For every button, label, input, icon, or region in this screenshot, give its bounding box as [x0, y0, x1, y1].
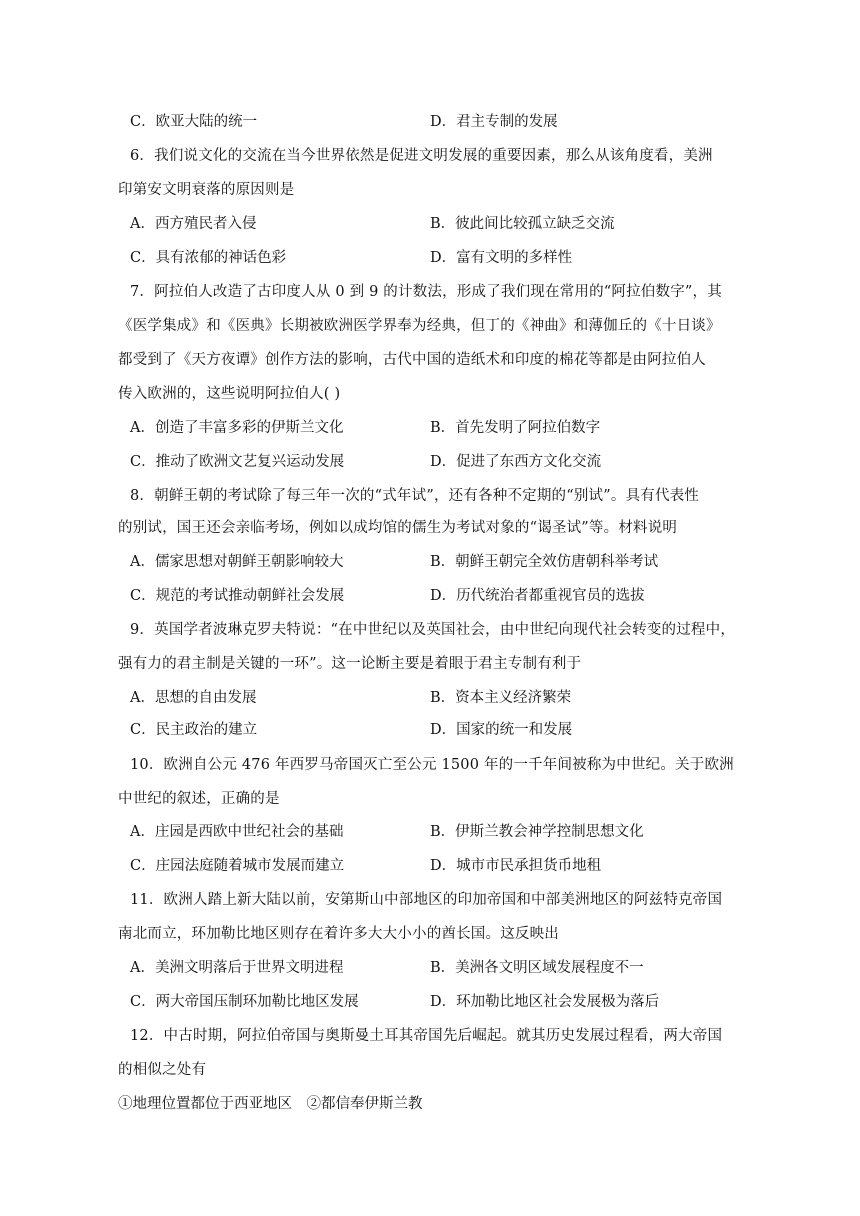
q7-option-d: D．促进了东西方文化交流 [430, 454, 602, 470]
q12-stem-line-1: 12．中古时期，阿拉伯帝国与奥斯曼土耳其帝国先后崛起。就其历史发展过程看，两大帝国 [130, 1028, 723, 1044]
q11-option-a: A．美洲文明落后于世界文明进程 [130, 960, 344, 976]
q10-stem-line-2: 中世纪的叙述，正确的是 [118, 791, 280, 807]
q11-stem-line-1: 11．欧洲人踏上新大陆以前，安第斯山中部地区的印加帝国和中部美洲地区的阿兹特克帝国 [130, 892, 723, 908]
q6-option-d: D．富有文明的多样性 [430, 250, 573, 266]
q7-stem-line-4: 传入欧洲的，这些说明阿拉伯人( ) [118, 386, 341, 402]
q9-option-d: D．国家的统一和发展 [430, 722, 573, 738]
q10-option-b: B．伊斯兰教会神学控制思想文化 [430, 824, 644, 840]
q9-option-c: C．民主政治的建立 [130, 722, 258, 738]
q5-option-d: D．君主专制的发展 [430, 114, 558, 130]
q7-option-a: A．创造了丰富多彩的伊斯兰文化 [130, 420, 344, 436]
q11-stem-line-2: 南北而立，环加勒比地区则存在着许多大大小小的酋长国。这反映出 [118, 926, 559, 942]
q11-option-d: D．环加勒比地区社会发展极为落后 [430, 994, 660, 1010]
q10-option-a: A．庄园是西欧中世纪社会的基础 [130, 824, 344, 840]
q8-stem-line-2: 的别试，国王还会亲临考场，例如以成均馆的儒生为考试对象的“谒圣试”等。材料说明 [118, 520, 678, 536]
q10-option-c: C．庄园法庭随着城市发展而建立 [130, 858, 345, 874]
q8-option-a: A．儒家思想对朝鲜王朝影响较大 [130, 554, 344, 570]
q9-option-a: A．思想的自由发展 [130, 690, 257, 706]
q11-option-b: B．美洲各文明区域发展程度不一 [430, 960, 644, 976]
q6-option-a: A．西方殖民者入侵 [130, 216, 257, 232]
q7-stem-line-2: 《医学集成》和《医典》长期被欧洲医学界奉为经典，但丁的《神曲》和薄伽丘的《十日谈》 [118, 318, 721, 334]
q6-option-c: C．具有浓郁的神话色彩 [130, 250, 287, 266]
q9-option-b: B．资本主义经济繁荣 [430, 690, 572, 706]
q6-option-b: B．彼此间比较孤立缺乏交流 [430, 216, 615, 232]
q12-stem-line-2: 的相似之处有 [118, 1062, 207, 1078]
q10-stem-line-1: 10．欧洲自公元 476 年西罗马帝国灭亡至公元 1500 年的一千年间被称为中世纪。关于欧洲 [130, 757, 734, 773]
q6-stem-line-1: 6．我们说文化的交流在当今世界依然是促进文明发展的重要因素，那么从该角度看，美洲 [130, 148, 713, 164]
q8-option-b: B．朝鲜王朝完全效仿唐朝科举考试 [430, 554, 659, 570]
q7-stem-line-1: 7．阿拉伯人改造了古印度人从 0 到 9 的计数法，形成了我们现在常用的“阿拉伯数字”，其 [130, 284, 722, 300]
q10-option-d: D．城市市民承担货币地租 [430, 858, 602, 874]
q7-option-c: C．推动了欧洲文艺复兴运动发展 [130, 454, 345, 470]
q6-stem-line-2: 印第安文明衰落的原因则是 [118, 182, 295, 198]
q11-option-c: C．两大帝国压制环加勒比地区发展 [130, 994, 359, 1010]
q9-stem-line-2: 强有力的君主制是关键的一环”。这一论断主要是着眼于君主专制有利于 [118, 656, 582, 672]
q7-stem-line-3: 都受到了《天方夜谭》创作方法的影响，古代中国的造纸术和印度的棉花等都是由阿拉伯人 [118, 352, 706, 368]
q7-option-b: B．首先发明了阿拉伯数字 [430, 420, 601, 436]
q9-stem-line-1: 9．英国学者波琳克罗夫特说：“在中世纪以及英国社会，由中世纪向现代社会转变的过程中， [130, 622, 736, 638]
q8-stem-line-1: 8．朝鲜王朝的考试除了每三年一次的“式年试”，还有各种不定期的“别试”。具有代表性 [130, 488, 700, 504]
q8-option-d: D．历代统治者都重视官员的选拔 [430, 588, 645, 604]
q8-option-c: C．规范的考试推动朝鲜社会发展 [130, 588, 345, 604]
q5-option-c: C．欧亚大陆的统一 [130, 114, 258, 130]
q12-item-line: ①地理位置都位于西亚地区 ②都信奉伊斯兰教 [118, 1096, 423, 1112]
